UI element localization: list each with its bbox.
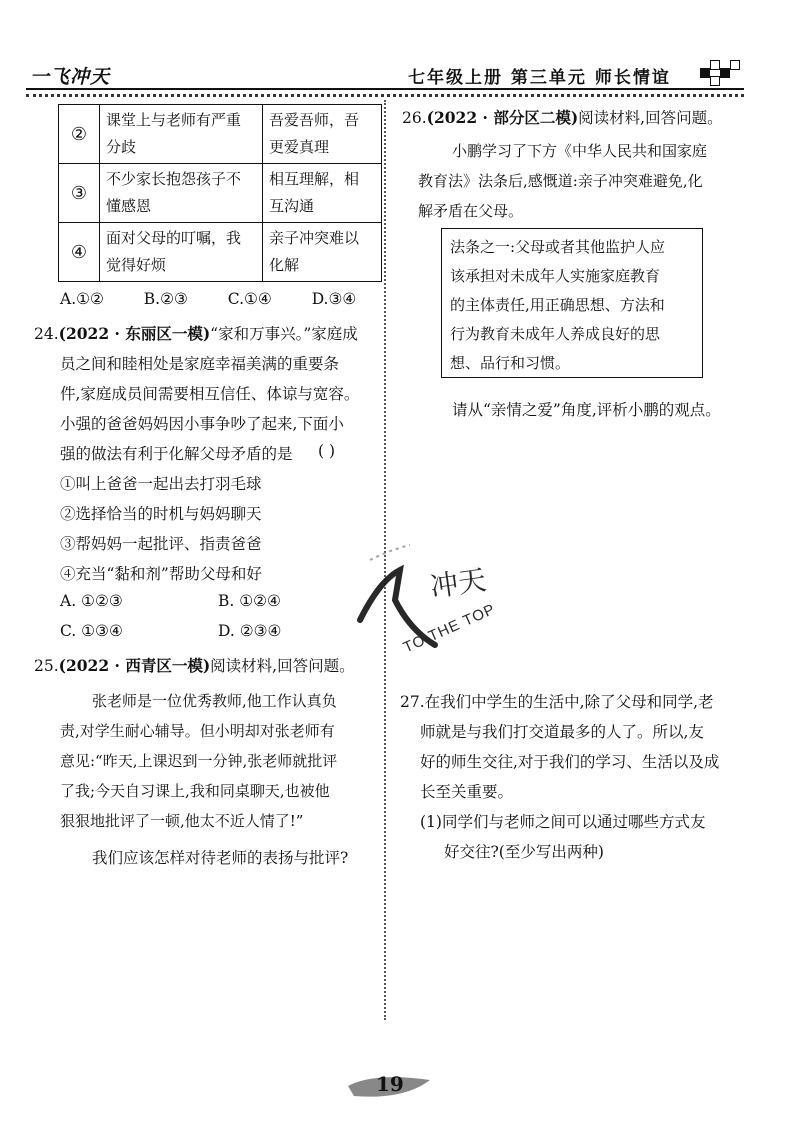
table-cell: 吾爱吾师，吾 更爱真理 xyxy=(263,105,382,164)
table-cell: 亲子冲突难以 化解 xyxy=(263,223,382,282)
header-dotted-rule xyxy=(26,94,744,97)
q24-text: 小强的爸爸妈妈因小事争吵了起来,下面小 xyxy=(60,415,344,433)
q23-table xyxy=(58,104,382,282)
watermark-plane-icon xyxy=(340,540,540,670)
q25-first-line xyxy=(34,654,355,676)
question-source: (2022 · 东丽区一模) xyxy=(58,324,211,343)
law-line: 该承担对未成年人实施家庭教育 xyxy=(450,267,661,285)
q26-first-line xyxy=(402,106,723,128)
law-line: 想、品行和习惯。 xyxy=(450,354,571,372)
law-line: 行为教育未成年人养成良好的思 xyxy=(450,325,661,343)
option-c[interactable]: C.①④ xyxy=(227,290,272,308)
watermark-cn: 冲天 xyxy=(428,563,489,604)
row-number: ③ xyxy=(59,164,100,223)
q24-text: 件,家庭成员间需要相互信任、体谅与宽容。 xyxy=(60,385,360,403)
question-source: (2022 · 部分区二模) xyxy=(426,108,579,127)
option-c[interactable]: C. ①③④ xyxy=(60,622,123,640)
q24-item-1: ①叫上爸爸一起出去打羽毛球 xyxy=(60,475,262,493)
option-a[interactable]: A. ①②③ xyxy=(60,592,123,610)
q23-options xyxy=(60,290,356,308)
q27-text: 长至关重要。 xyxy=(420,783,514,801)
q27-text: 师就是与我们打交道最多的人了。所以,友 xyxy=(420,723,704,741)
table-row xyxy=(59,164,382,223)
option-d[interactable]: D.③④ xyxy=(311,290,357,308)
brand-logo: 一飞冲天 xyxy=(30,66,111,88)
q27-subquestion-1: (1)同学们与老师之间可以通过哪些方式友 xyxy=(420,813,706,831)
table-row xyxy=(59,105,382,164)
question-number: 26. xyxy=(402,109,427,127)
header-checker-decoration xyxy=(700,60,742,86)
q24-item-3: ③帮妈妈一起批评、指责爸爸 xyxy=(60,535,262,553)
law-line: 法条之一:父母或者其他监护人应 xyxy=(450,238,666,256)
q24-item-2: ②选择恰当的时机与妈妈聊天 xyxy=(60,505,262,523)
question-instruction: 阅读材料,回答问题。 xyxy=(578,109,723,127)
table-cell: 课堂上与老师有严重 分歧 xyxy=(100,105,263,164)
table-cell: 不少家长抱怨孩子不 懂感恩 xyxy=(100,164,263,223)
q24-item-4: ④充当“黏和剂”帮助父母和好 xyxy=(60,565,262,583)
q24-first-line: 24.(2022 · 东丽区一模)“家和万事兴。”家庭成 xyxy=(34,324,358,343)
q25-material: 了我;今天自习课上,我和同桌聊天,也被他 xyxy=(60,782,330,800)
q25-material: 意见:“昨天,上课迟到一分钟,张老师就批评 xyxy=(60,752,338,770)
page-number: 19 xyxy=(376,1072,404,1096)
watermark-en: TO THE TOP xyxy=(400,600,499,657)
q24-text: 强的做法有利于化解父母矛盾的是 xyxy=(60,445,293,463)
option-b[interactable]: B. ①②④ xyxy=(218,592,281,610)
question-number: 24. xyxy=(34,325,59,343)
option-b[interactable]: B.②③ xyxy=(143,290,188,308)
q24-text: 员之间和睦相处是家庭幸福美满的重要条 xyxy=(60,355,340,373)
question-instruction: 阅读材料,回答问题。 xyxy=(210,657,355,675)
option-d[interactable]: D. ②③④ xyxy=(218,622,282,640)
question-source: (2022 · 西青区一模) xyxy=(58,656,211,675)
q26-material: 小鹏学习了下方《中华人民共和国家庭 xyxy=(452,142,708,160)
watermark-logo xyxy=(340,540,540,670)
q26-material: 教育法》法条后,感慨道:亲子冲突难避免,化 xyxy=(418,172,703,190)
q26-material: 解矛盾在父母。 xyxy=(418,202,524,220)
page-header-title: 七年级上册 第三单元 师长情谊 xyxy=(408,68,671,88)
question-number: 25. xyxy=(34,657,59,675)
q27-text: 好的师生交往,对于我们的学习、生活以及成 xyxy=(420,753,720,771)
q25-material: 狠狠地批评了一顿,他太不近人情了!” xyxy=(60,812,304,830)
option-a[interactable]: A.①② xyxy=(60,290,104,308)
table-row xyxy=(59,223,382,282)
q25-question: 我们应该怎样对待老师的表扬与批评? xyxy=(92,849,349,867)
q27-first-line: 27.在我们中学生的生活中,除了父母和同学,老 xyxy=(400,693,714,711)
table-cell: 面对父母的叮嘱，我 觉得好烦 xyxy=(100,223,263,282)
q26-question: 请从“亲情之爱”角度,评析小鹏的观点。 xyxy=(452,401,721,419)
table-cell: 相互理解，相 互沟通 xyxy=(263,164,382,223)
answer-bracket[interactable]: ( ) xyxy=(318,442,336,460)
q25-material: 责,对学生耐心辅导。但小明却对张老师有 xyxy=(60,722,335,740)
question-number: 27. xyxy=(400,693,425,711)
law-line: 的主体责任,用正确思想、方法和 xyxy=(450,296,665,314)
row-number: ② xyxy=(59,105,100,164)
header-rule xyxy=(26,88,744,90)
q27-subquestion-1-cont: 好交往?(至少写出两种) xyxy=(444,843,604,861)
row-number: ④ xyxy=(59,223,100,282)
law-excerpt-box xyxy=(441,228,703,378)
q25-material: 张老师是一位优秀教师,他工作认真负 xyxy=(92,692,337,710)
